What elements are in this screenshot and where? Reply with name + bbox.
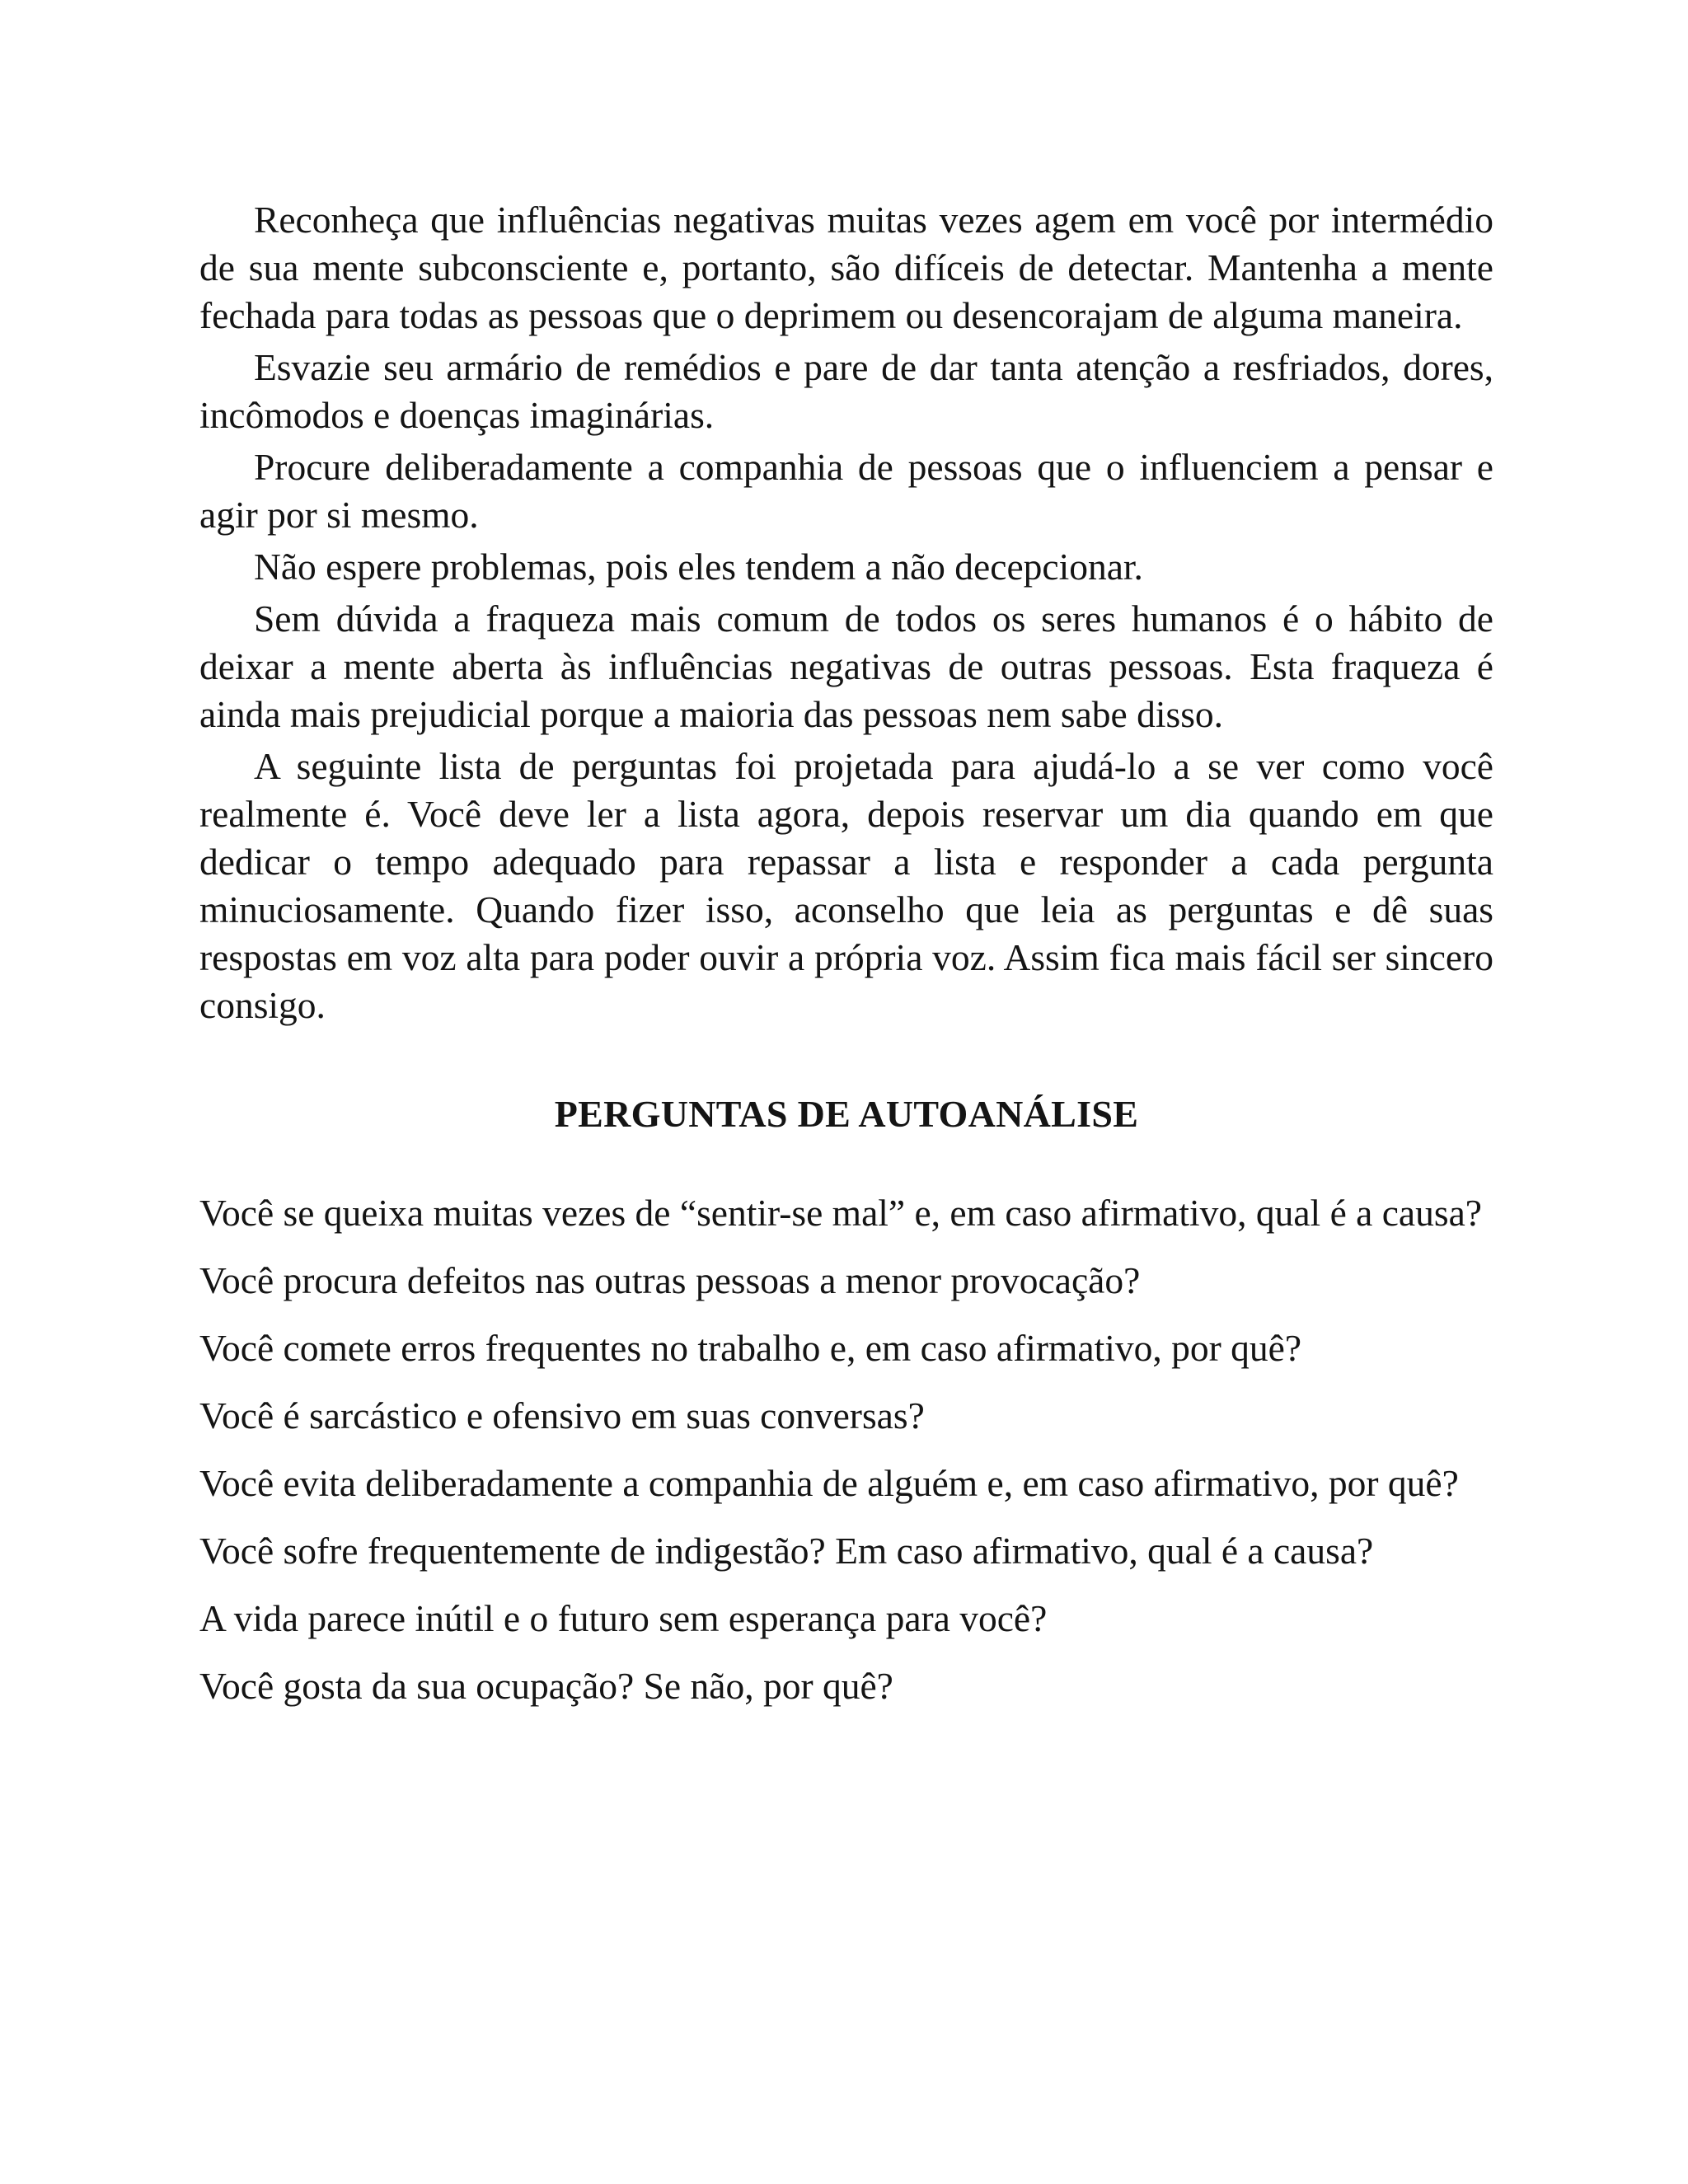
body-paragraph: Esvazie seu armário de remédios e pare de dar tanta atenção a resfriados, dores, incômodos e doenças imaginárias. — [199, 346, 1493, 436]
section-heading: PERGUNTAS DE AUTOANÁLISE — [554, 1093, 1139, 1135]
question-list — [199, 1189, 1493, 1710]
question-item: Você procura defeitos nas outras pessoas a menor provocação? — [199, 1259, 1141, 1301]
question-item: Você se queixa muitas vezes de “sentir-se mal” e, em caso afirmativo, qual é a causa? — [199, 1192, 1482, 1234]
body-paragraph: A seguinte lista de perguntas foi projetada para ajudá-lo a se ver como você realmente é. Você deve ler a lista agora, depois reservar um dia quando em que dedicar o tempo adequado para repassar a lista e responder a cada pergunta minuciosamente. Quando fizer isso, aconselho que leia as perguntas e dê suas respostas em voz alta para poder ouvir a própria voz. Assim fica mais fácil ser sincero consigo. — [199, 745, 1493, 1026]
question-item: A vida parece inútil e o futuro sem esperança para você? — [199, 1597, 1048, 1639]
body-paragraph: Reconheça que influências negativas muitas vezes agem em você por intermédio de sua mente subconsciente e, portanto, são difíceis de detectar. Mantenha a mente fechada para todas as pessoas que o deprimem ou desencorajam de alguma maneira. — [199, 199, 1493, 336]
question-item: Você é sarcástico e ofensivo em suas conversas? — [199, 1394, 925, 1436]
question-item: Você evita deliberadamente a companhia de alguém e, em caso afirmativo, por quê? — [199, 1462, 1459, 1504]
question-item: Você comete erros frequentes no trabalho e, em caso afirmativo, por quê? — [199, 1327, 1302, 1369]
body-paragraph: Sem dúvida a fraqueza mais comum de todos os seres humanos é o hábito de deixar a mente aberta às influências negativas de outras pessoas. Esta fraqueza é ainda mais prejudicial porque a maioria das pessoas nem sabe disso. — [199, 598, 1493, 735]
body-paragraph: Não espere problemas, pois eles tendem a não decepcionar. — [254, 546, 1143, 588]
question-item: Você sofre frequentemente de indigestão? Em caso afirmativo, qual é a causa? — [199, 1530, 1374, 1572]
question-item: Você gosta da sua ocupação? Se não, por quê? — [199, 1665, 893, 1707]
document-page — [199, 196, 1493, 1730]
body-paragraph: Procure deliberadamente a companhia de pessoas que o influenciem a pensar e agir por si mesmo. — [199, 446, 1493, 536]
